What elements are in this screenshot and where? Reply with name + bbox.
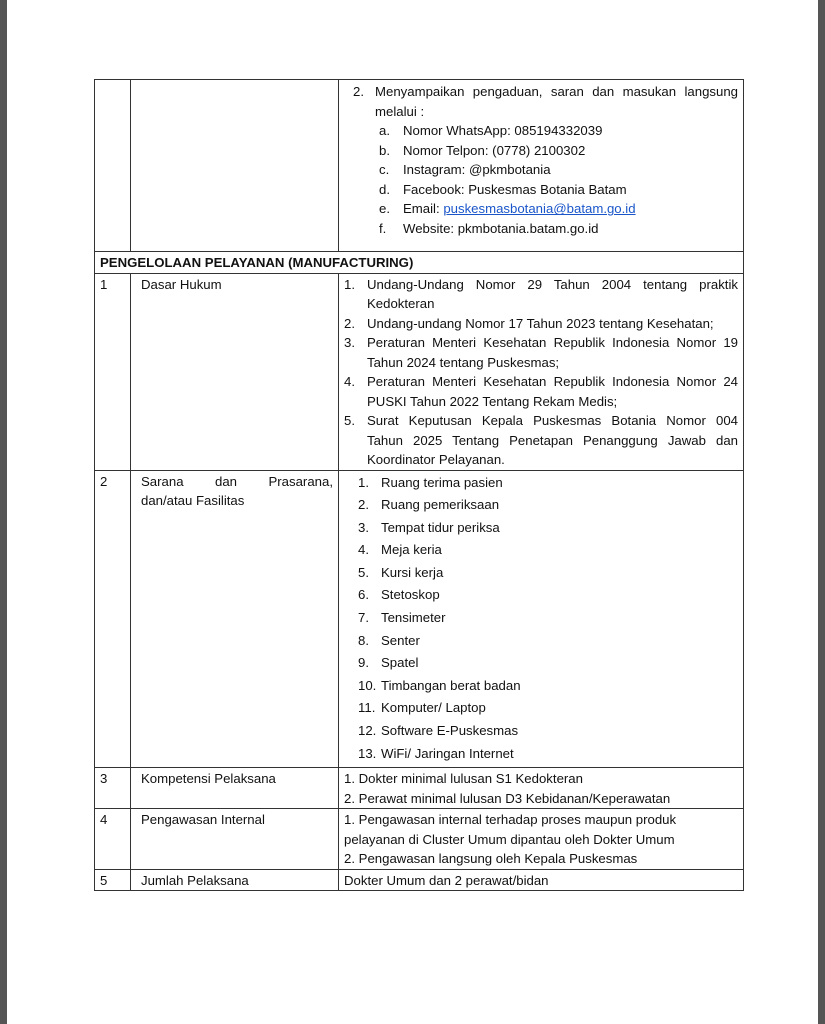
list-text: Ruang pemeriksaan: [381, 497, 500, 513]
cell-label-empty: [131, 80, 339, 252]
contact-phone: [375, 141, 738, 161]
list-item: [358, 584, 738, 607]
list-item: [344, 372, 738, 411]
list-number: 8.: [358, 632, 369, 648]
contact-text: Email:: [403, 201, 444, 217]
contact-intro-text: Menyampaikan pengaduan, saran dan masukan langsung melalui :: [375, 84, 738, 119]
list-number: 2.: [353, 84, 364, 99]
list-item: [344, 314, 738, 334]
cell-contact-channels: [339, 80, 744, 252]
contact-email: [375, 199, 738, 219]
email-link[interactable]: puskesmasbotania@batam.go.id: [443, 201, 636, 217]
row-label: Jumlah Pelaksana: [131, 869, 339, 891]
legal-basis-cell: [339, 273, 744, 470]
table-row: [95, 273, 744, 470]
list-item: [358, 607, 738, 630]
page-shadow-right: [818, 0, 825, 1024]
label-word: dan: [215, 473, 238, 489]
contact-website: [375, 219, 738, 239]
facilities-cell: [339, 470, 744, 768]
list-text: Undang-Undang Nomor 29 Tahun 2004 tentang praktik Kedokteran: [367, 276, 738, 311]
contact-text: Instagram: @pkmbotania: [403, 162, 551, 178]
row-number: 2: [95, 470, 131, 768]
contact-list: [353, 121, 738, 239]
contact-text: Nomor Telpon: (0778) 2100302: [403, 142, 586, 158]
row-number: 3: [95, 768, 131, 809]
list-letter: b.: [379, 142, 390, 158]
row-label: Pengawasan Internal: [131, 809, 339, 870]
contact-instagram: [375, 160, 738, 180]
list-text: Meja keria: [381, 542, 442, 558]
row-label-line: dan/atau Fasilitas: [141, 493, 245, 508]
supervision-line: 1. Pengawasan internal terhadap proses maupun produk: [344, 812, 677, 828]
list-text: Surat Keputusan Kepala Puskesmas Botania Nomor 004 Tahun 2025 Tentang Penetapan Penanggung Jawab dan Koordinator Pelayanan.: [367, 413, 738, 467]
list-letter: c.: [379, 162, 390, 178]
cell-no-empty: [95, 80, 131, 252]
list-letter: a.: [379, 123, 390, 138]
list-item: [358, 517, 738, 540]
contact-text: Facebook: Puskesmas Botania Batam: [403, 181, 627, 197]
legal-basis-list: [344, 275, 738, 470]
list-number: 2.: [344, 315, 355, 331]
list-text: Timbangan berat badan: [381, 677, 521, 693]
contact-whatsapp: [375, 121, 738, 141]
list-number: 2.: [358, 497, 369, 513]
list-text: Ruang terima pasien: [381, 474, 503, 490]
list-number: 1.: [344, 276, 355, 292]
supervision-line: pelayanan di Cluster Umum dipantau oleh Dokter Umum: [344, 831, 675, 847]
list-text: Komputer/ Laptop: [381, 700, 486, 716]
contact-intro: [353, 82, 738, 121]
list-number: 13.: [358, 745, 377, 761]
section-title: PENGELOLAAN PELAYANAN (MANUFACTURING): [95, 252, 744, 274]
contact-text: Website: pkmbotania.batam.go.id: [403, 220, 599, 236]
list-number: 5.: [358, 564, 369, 580]
contact-facebook: [375, 180, 738, 200]
list-letter: d.: [379, 181, 390, 197]
row-number: 5: [95, 869, 131, 891]
competence-line: 2. Perawat minimal lulusan D3 Kebidanan/Keperawatan: [344, 790, 671, 806]
row-label-line: [141, 472, 333, 492]
list-number: 12.: [358, 723, 377, 739]
list-item: [358, 743, 738, 766]
row-label: [131, 470, 339, 768]
competence-cell: [339, 768, 744, 809]
page-shadow-left: [0, 0, 7, 1024]
list-item: [344, 333, 738, 372]
list-item: [344, 411, 738, 470]
row-number: 4: [95, 809, 131, 870]
list-number: 10.: [358, 677, 377, 693]
list-text: WiFi/ Jaringan Internet: [381, 745, 514, 761]
list-text: Senter: [381, 632, 420, 648]
table-row: [95, 768, 744, 809]
list-number: 6.: [358, 587, 369, 603]
list-item: [358, 630, 738, 653]
list-number: 11.: [358, 700, 376, 716]
list-text: Tensimeter: [381, 610, 446, 626]
list-text: Spatel: [381, 655, 419, 671]
staff-count-cell: Dokter Umum dan 2 perawat/bidan: [339, 869, 744, 891]
list-number: 5.: [344, 413, 355, 428]
list-item: [358, 720, 738, 743]
table-row: [95, 470, 744, 768]
supervision-cell: [339, 809, 744, 870]
list-letter: f.: [379, 220, 387, 236]
table-row-section: [95, 252, 744, 274]
supervision-line: 2. Pengawasan langsung oleh Kepala Puskesmas: [344, 851, 638, 867]
list-text: Tempat tidur periksa: [381, 519, 500, 535]
list-item: [358, 472, 738, 495]
label-word: Prasarana,: [268, 473, 333, 489]
list-text: Software E-Puskesmas: [381, 723, 519, 739]
list-item: [358, 539, 738, 562]
list-item: [358, 652, 738, 675]
list-letter: e.: [379, 201, 390, 217]
list-text: Peraturan Menteri Kesehatan Republik Indonesia Nomor 19 Tahun 2024 tentang Puskesmas;: [367, 335, 738, 370]
list-number: 4.: [358, 542, 369, 558]
service-standard-table: [94, 79, 744, 891]
list-text: Stetoskop: [381, 587, 440, 603]
list-item: [358, 562, 738, 585]
row-label: Dasar Hukum: [131, 273, 339, 470]
row-label: Kompetensi Pelaksana: [131, 768, 339, 809]
list-item: [344, 275, 738, 314]
facilities-list: [344, 472, 738, 768]
list-number: 7.: [358, 610, 369, 626]
list-text: Kursi kerja: [381, 564, 444, 580]
row-number: 1: [95, 273, 131, 470]
list-number: 9.: [358, 655, 369, 671]
contact-text: Nomor WhatsApp: 085194332039: [403, 123, 603, 138]
list-text: Peraturan Menteri Kesehatan Republik Indonesia Nomor 24 PUSKI Tahun 2022 Tentang Rekam Medis;: [367, 374, 738, 409]
competence-line: 1. Dokter minimal lulusan S1 Kedokteran: [344, 771, 583, 787]
list-number: 4.: [344, 374, 355, 389]
list-item: [358, 675, 738, 698]
list-item: [358, 697, 738, 720]
table-row: [95, 869, 744, 891]
table-row-contact: [95, 80, 744, 252]
list-number: 1.: [358, 474, 369, 490]
list-text: Undang-undang Nomor 17 Tahun 2023 tentang Kesehatan;: [367, 315, 714, 331]
list-number: 3.: [358, 519, 369, 535]
table-row: [95, 809, 744, 870]
label-word: Sarana: [141, 473, 184, 489]
list-number: 3.: [344, 335, 355, 350]
list-item: [358, 494, 738, 517]
